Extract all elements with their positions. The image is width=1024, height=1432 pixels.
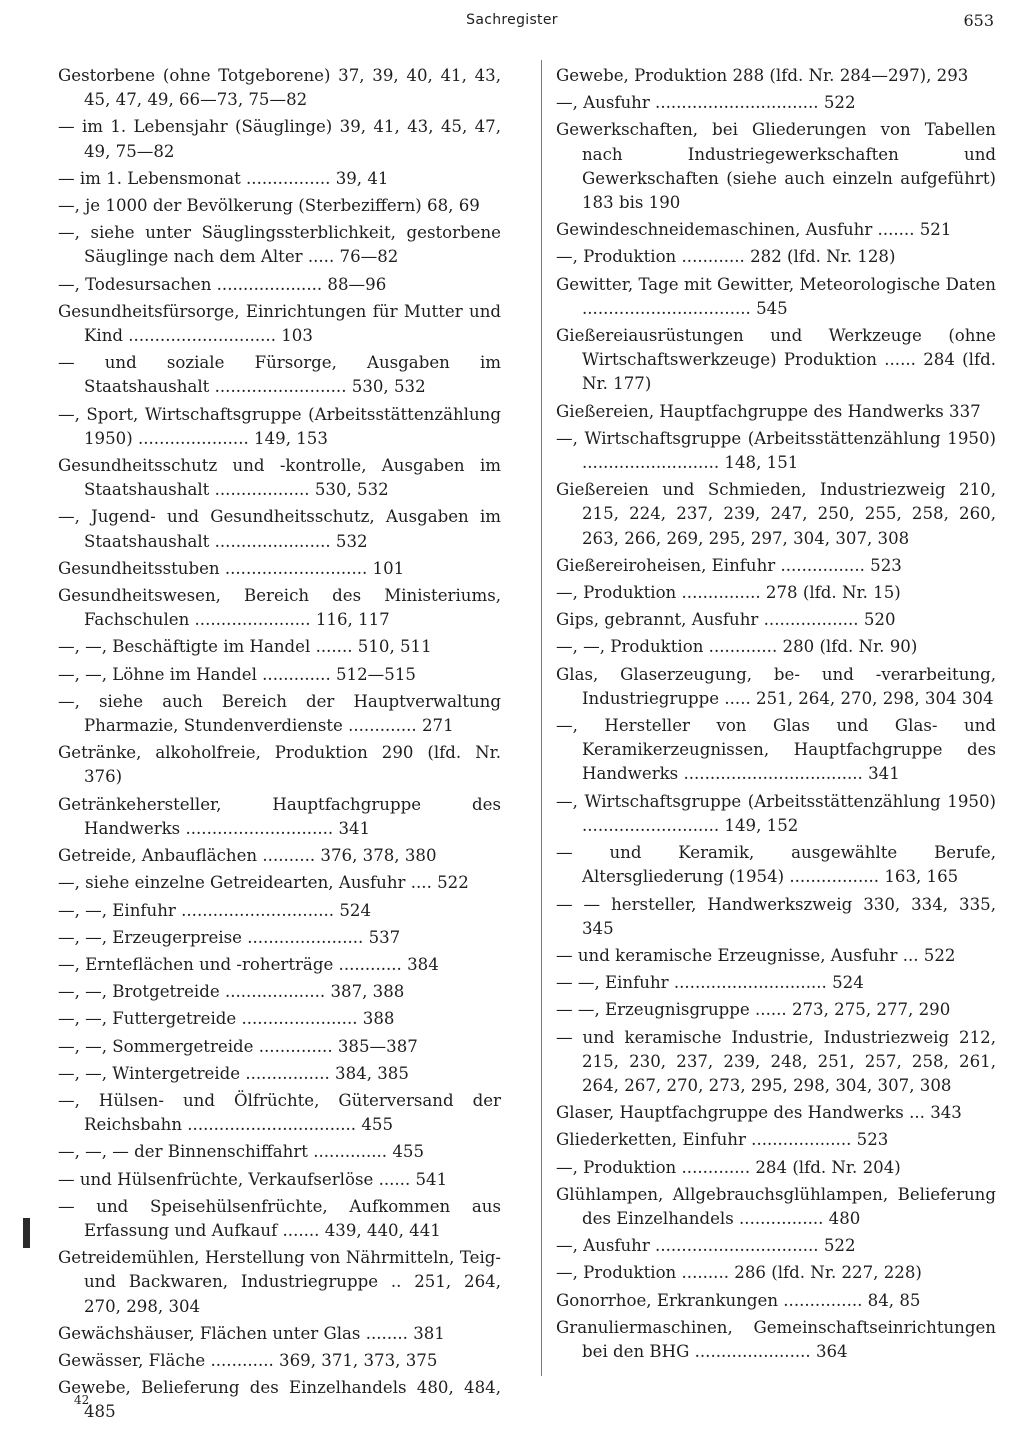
index-entry: — — hersteller, Handwerkszweig 330, 334, 335, 345 (556, 894, 996, 938)
index-entry: — und keramische Erzeugnisse, Ausfuhr ... 522 (556, 945, 956, 965)
page-header (0, 8, 1024, 38)
index-entry: Gonorrhoe, Erkrankungen ............... 84, 85 (556, 1290, 921, 1310)
signature-mark: 42 (74, 1393, 90, 1407)
index-entry: —, Produktion ......... 286 (lfd. Nr. 227, 228) (556, 1263, 922, 1283)
index-entry: Gips, gebrannt, Ausfuhr .................. 520 (556, 610, 896, 630)
column-divider (541, 60, 542, 1376)
index-column-right (556, 64, 996, 1367)
index-entry: —, —, Produktion ............. 280 (lfd. Nr. 90) (556, 637, 918, 657)
index-entry: Gewebe, Produktion 288 (lfd. Nr. 284—297), 293 (556, 66, 969, 85)
index-entry: —, —, Futtergetreide ...................... 388 (58, 1009, 395, 1029)
index-entry: —, Hersteller von Glas und Glas- und Keramikerzeugnissen, Hauptfachgruppe des Handwerks .................................. 341 (556, 716, 996, 784)
index-entry: Gestorbene (ohne Totgeborene) 37, 39, 40, 41, 43, 45, 47, 49, 66—73, 75—82 (58, 66, 501, 110)
index-entry: —, Produktion ............ 282 (lfd. Nr. 128) (556, 247, 896, 267)
index-entry: —, Hülsen- und Ölfrüchte, Güterversand der Reichsbahn ................................ 455 (58, 1090, 501, 1135)
index-entry: — im 1. Lebensjahr (Säuglinge) 39, 41, 43, 45, 47, 49, 75—82 (58, 117, 501, 161)
index-entry: Gewerkschaften, bei Gliederungen von Tabellen nach Industriegewerkschaften und Gewerkschaften (siehe auch einzeln aufgeführt) 183 bis 190 (556, 120, 996, 213)
index-entry: —, Todesursachen .................... 88—96 (58, 274, 387, 294)
index-entry: — —, Erzeugnisgruppe ...... 273, 275, 277, 290 (556, 1000, 951, 1020)
index-entry: — —, Einfuhr ............................. 524 (556, 973, 864, 993)
index-entry: Gießereiroheisen, Einfuhr ................ 523 (556, 555, 902, 575)
index-entry: Gesundheitsschutz und -kontrolle, Ausgaben im Staatshaushalt .................. 530, 532 (58, 456, 501, 500)
running-head: Sachregister (466, 12, 558, 28)
index-entry: — und soziale Fürsorge, Ausgaben im Staatshaushalt ......................... 530, 532 (58, 353, 501, 397)
index-entry: Gesundheitsfürsorge, Einrichtungen für Mutter und Kind ............................ 103 (58, 301, 501, 346)
index-entry: Gesundheitsstuben ........................... 101 (58, 558, 405, 578)
index-entry: Gewebe, Belieferung des Einzelhandels 480, 484, 485 (58, 1378, 501, 1422)
index-entry: —, —, Brotgetreide ................... 387, 388 (58, 982, 405, 1002)
index-entry: —, Ausfuhr ............................... 522 (556, 93, 856, 113)
index-entry: — und Hülsenfrüchte, Verkaufserlöse ...... 541 (58, 1169, 448, 1189)
index-entry: —, Produktion ............. 284 (lfd. Nr. 204) (556, 1157, 901, 1177)
index-entry: —, Produktion ............... 278 (lfd. Nr. 15) (556, 583, 901, 603)
index-entry: —, siehe unter Säuglingssterblichkeit, gestorbene Säuglinge nach dem Alter ..... 76—82 (58, 223, 501, 267)
index-entry: Gießereien und Schmieden, Industriezweig 210, 215, 224, 237, 239, 247, 250, 255, 258, 260, 263, 266, 269, 295, 297, 304, 307, 308 (556, 480, 996, 548)
index-entry: Gewitter, Tage mit Gewitter, Meteorologische Daten ................................ 545 (556, 274, 996, 318)
index-entry: —, —, Wintergetreide ................ 384, 385 (58, 1063, 409, 1083)
index-entry: Gießereiausrüstungen und Werkzeuge (ohne Wirtschaftswerkzeuge) Produktion ...... 284 (lfd. Nr. 177) (556, 326, 996, 394)
index-entry: — und Keramik, ausgewählte Berufe, Altersgliederung (1954) ................. 163, 165 (556, 843, 996, 887)
page-number: 653 (963, 11, 994, 30)
index-entry: —, siehe auch Bereich der Hauptverwaltung Pharmazie, Stundenverdienste ............. 271 (58, 691, 501, 736)
index-entry: Gewindeschneidemaschinen, Ausfuhr ....... 521 (556, 220, 952, 240)
index-entry: —, siehe einzelne Getreidearten, Ausfuhr .... 522 (58, 873, 469, 893)
index-entry: Gewässer, Fläche ............ 369, 371, 373, 375 (58, 1350, 438, 1370)
index-entry: —, Wirtschaftsgruppe (Arbeitsstättenzählung 1950) .......................... 149, 152 (556, 791, 996, 835)
index-entry: Getränke, alkoholfreie, Produktion 290 (lfd. Nr. 376) (58, 743, 501, 787)
index-entry: —, je 1000 der Bevölkerung (Sterbeziffern) 68, 69 (58, 196, 480, 216)
index-entry: Glaser, Hauptfachgruppe des Handwerks ... 343 (556, 1103, 962, 1123)
index-entry: —, —, Erzeugerpreise ...................... 537 (58, 927, 401, 947)
index-entry: —, —, Sommergetreide .............. 385—387 (58, 1036, 418, 1056)
index-entry: Gesundheitswesen, Bereich des Ministeriums, Fachschulen ...................... 116, 117 (58, 586, 501, 630)
index-entry: Getreidemühlen, Herstellung von Nährmitteln, Teig- und Backwaren, Industriegruppe .. 251, 264, 270, 298, 304 (58, 1248, 501, 1316)
index-entry: —, —, Beschäftigte im Handel ....... 510, 511 (58, 637, 432, 657)
index-entry: Getreide, Anbauflächen .......... 376, 378, 380 (58, 846, 437, 866)
index-entry: —, Ausfuhr ............................... 522 (556, 1236, 856, 1256)
index-column-left (58, 64, 501, 1428)
index-entry: —, —, Löhne im Handel ............. 512—515 (58, 664, 416, 684)
index-entry: —, —, Einfuhr ............................. 524 (58, 900, 372, 920)
index-entry: Getränkehersteller, Hauptfachgruppe des Handwerks ............................ 341 (58, 794, 501, 838)
index-entry: —, Jugend- und Gesundheitsschutz, Ausgaben im Staatshaushalt ...................... 532 (58, 507, 501, 551)
index-entry: Gliederketten, Einfuhr ................... 523 (556, 1130, 889, 1150)
index-entry: Granuliermaschinen, Gemeinschaftseinrichtungen bei den BHG ...................... 364 (556, 1317, 996, 1361)
index-entry: — und Speisehülsenfrüchte, Aufkommen aus Erfassung und Aufkauf ....... 439, 440, 441 (58, 1196, 501, 1240)
index-entry: —, Ernteflächen und -roherträge ............ 384 (58, 954, 439, 974)
margin-mark (23, 1218, 30, 1248)
index-entry: —, Sport, Wirtschaftsgruppe (Arbeitsstättenzählung 1950) ..................... 149, 153 (58, 404, 501, 448)
index-entry: Gießereien, Hauptfachgruppe des Handwerks 337 (556, 401, 981, 421)
index-entry: Gewächshäuser, Flächen unter Glas ........ 381 (58, 1323, 445, 1343)
index-entry: — im 1. Lebensmonat ................ 39, 41 (58, 168, 389, 188)
index-entry: —, Wirtschaftsgruppe (Arbeitsstättenzählung 1950) .......................... 148, 151 (556, 428, 996, 473)
index-entry: —, —, — der Binnenschiffahrt .............. 455 (58, 1142, 425, 1162)
index-entry: — und keramische Industrie, Industriezweig 212, 215, 230, 237, 239, 248, 251, 257, 258, 261, 264, 267, 270, 273, 295, 298, 304, 307, 308 (556, 1027, 996, 1095)
index-entry: Glas, Glaserzeugung, be- und -verarbeitung, Industriegruppe ..... 251, 264, 270, 298, 304 304 (556, 664, 996, 708)
index-entry: Glühlampen, Allgebrauchsglühlampen, Belieferung des Einzelhandels ................ 480 (556, 1184, 996, 1228)
